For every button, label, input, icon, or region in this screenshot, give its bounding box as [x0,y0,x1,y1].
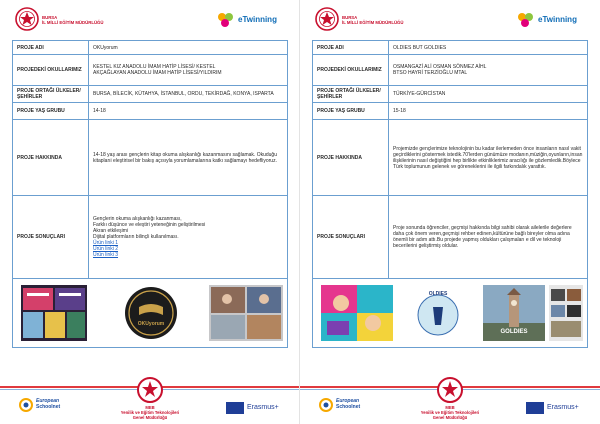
poster-title: OLDIES [428,291,448,297]
label-okullar: PROJEDEKİ OKULLARIMIZ [313,55,389,86]
etwinning-logo: eTwinning [516,11,586,29]
value-yas: 15-18 [389,103,588,120]
value-proje-adi: OKUyorum [89,41,288,55]
label-hakkinda: PROJE HAKKINDA [13,120,89,196]
label-sonuclar: PROJE SONUÇLARI [313,196,389,279]
value-sonuclar: Proje sonunda öğrenciler, geçmişi hakkında bilgi sahibi olarak ailelerile değerlere daha çok önem veren,geçmişi rehber edinen,kültürüne bağlı bireyler olma adına önemli bir adım attı.Bu projede yapmış oldukları çalışmaları e dil ve teknoloji becerilerini geliştirmiş oldular. [389,196,588,279]
european-schoolnet-logo: European Schoolnet [318,398,374,414]
project-info-table [12,40,288,279]
erasmus-logo: Erasmus+ [226,402,292,416]
eu-flag-icon [526,402,544,414]
sheet-header [300,4,600,38]
project-photos [312,278,588,348]
photo-clock-tower-goldies [483,285,545,341]
eu-flag-icon [226,402,244,414]
project-info-table [312,40,588,279]
urun-link-2[interactable]: Ürün linki 2 [93,246,119,252]
meb-logo-icon [14,6,40,32]
value-hakkinda: 14-18 yaş arası gençlerin kitap okuma alışkanlığı kazanmasını sağlamak. Okuduğu kitaplarıi eleştirisel bir bakış açısıyla yorumlamalarına katkı sağlamayı hedefliyoruz. [89,120,288,196]
sheet-footer [0,372,300,424]
value-proje-adi: OLDIES BUT GOLDIES [389,41,588,55]
photo-pop-art [321,285,393,341]
value-hakkinda: Projemizde gençlerimize teknolojinin bu kadar ilerlemeden önce insanların nasıl vakit geçirdiklerini göstermek istedik.70'lerden günümüze modanın,müziğin,oyunların,insan ilişkilerinin nasıl değiştiğini hep birlikte etkinliklerimiz aracılığı ile gözlemledik.Böylece Türk toplumunun gelenek ve göreneklerini ile ilgili farkındalık yarattık. [389,120,588,196]
value-sonuclar: Gençlerin okuma alışkanlığı kazanması, Farklıı düşünce ve eleştiri yeteneğinin geliştirilmesi Akran etkileşimi Dijital platformların bilinçli kullanılması. Ürün linki 1 Ürün linki 2 Ürün linki 3 [89,196,288,279]
meb-logo-icon [314,6,340,32]
label-proje-adi: PROJE ADI [313,41,389,55]
yegitek-title: MEB Yenilik ve Eğitim Teknolojileri Genel Müdürlüğü [120,405,180,420]
photo-oldies-poster [397,285,479,341]
label-ortaklar: PROJE ORTAĞI ÜLKELER/ŞEHİRLER [13,86,89,103]
european-schoolnet-logo: European Schoolnet [18,398,74,414]
photo-records-collage [549,285,583,341]
label-sonuclar: PROJE SONUÇLARI [13,196,89,279]
badge-text: OKUyorum [137,321,165,327]
etwinning-logo: eTwinning [216,11,286,29]
project-sheet-oldies-but-goldies [300,0,600,424]
photo-students-reading [209,285,283,341]
label-proje-adi: PROJE ADI [13,41,89,55]
yegitek-emblem-icon [136,376,164,404]
meb-title: BURSA İL MİLLİ EĞİTİM MÜDÜRLÜĞÜ [42,15,104,25]
photo-okuyorum-badge [109,285,193,341]
label-ortaklar: PROJE ORTAĞI ÜLKELER/ŞEHİRLER [313,86,389,103]
european-schoolnet-icon [18,398,34,412]
photo-poster-collage [21,285,87,341]
urun-link-3[interactable]: Ürün linki 3 [93,252,119,258]
poster-subtitle: GOLDIES [500,329,528,335]
value-yas: 14-18 [89,103,288,120]
sheet-footer [300,372,600,424]
value-ortaklar: TÜRKİYE-GÜRCİSTAN [389,86,588,103]
etwinning-logo-icon [216,11,236,29]
urun-link-1[interactable]: Ürün linki 1 [93,240,119,246]
erasmus-logo: Erasmus+ [526,402,592,416]
value-ortaklar: BURSA, BİLECİK, KÜTAHYA, İSTANBUL, ORDU, TEKİRDAĞ, KONYA, ISPARTA [89,86,288,103]
value-okullar: KESTEL KIZ ANADOLU İMAM HATİP LİSESİ/ KESTEL AKÇAĞLAYAN ANADOLU İMAM HATİP LİSESİ/YILDIRIM [89,55,288,86]
value-okullar: OSMANGAZİ ALİ OSMAN SÖNMEZ AİHL BTSO HAYRİ TERZİOĞLU MTAL [389,55,588,86]
sheet-header [0,4,300,38]
yegitek-title: MEB Yenilik ve Eğitim Teknolojileri Genel Müdürlüğü [420,405,480,420]
meb-title: BURSA İL MİLLİ EĞİTİM MÜDÜRLÜĞÜ [342,15,404,25]
label-okullar: PROJEDEKİ OKULLARIMIZ [13,55,89,86]
label-hakkinda: PROJE HAKKINDA [313,120,389,196]
yegitek-emblem-icon [436,376,464,404]
project-photos [12,278,288,348]
european-schoolnet-icon [318,398,334,412]
etwinning-logo-icon [516,11,536,29]
label-yas: PROJE YAŞ GRUBU [313,103,389,120]
label-yas: PROJE YAŞ GRUBU [13,103,89,120]
